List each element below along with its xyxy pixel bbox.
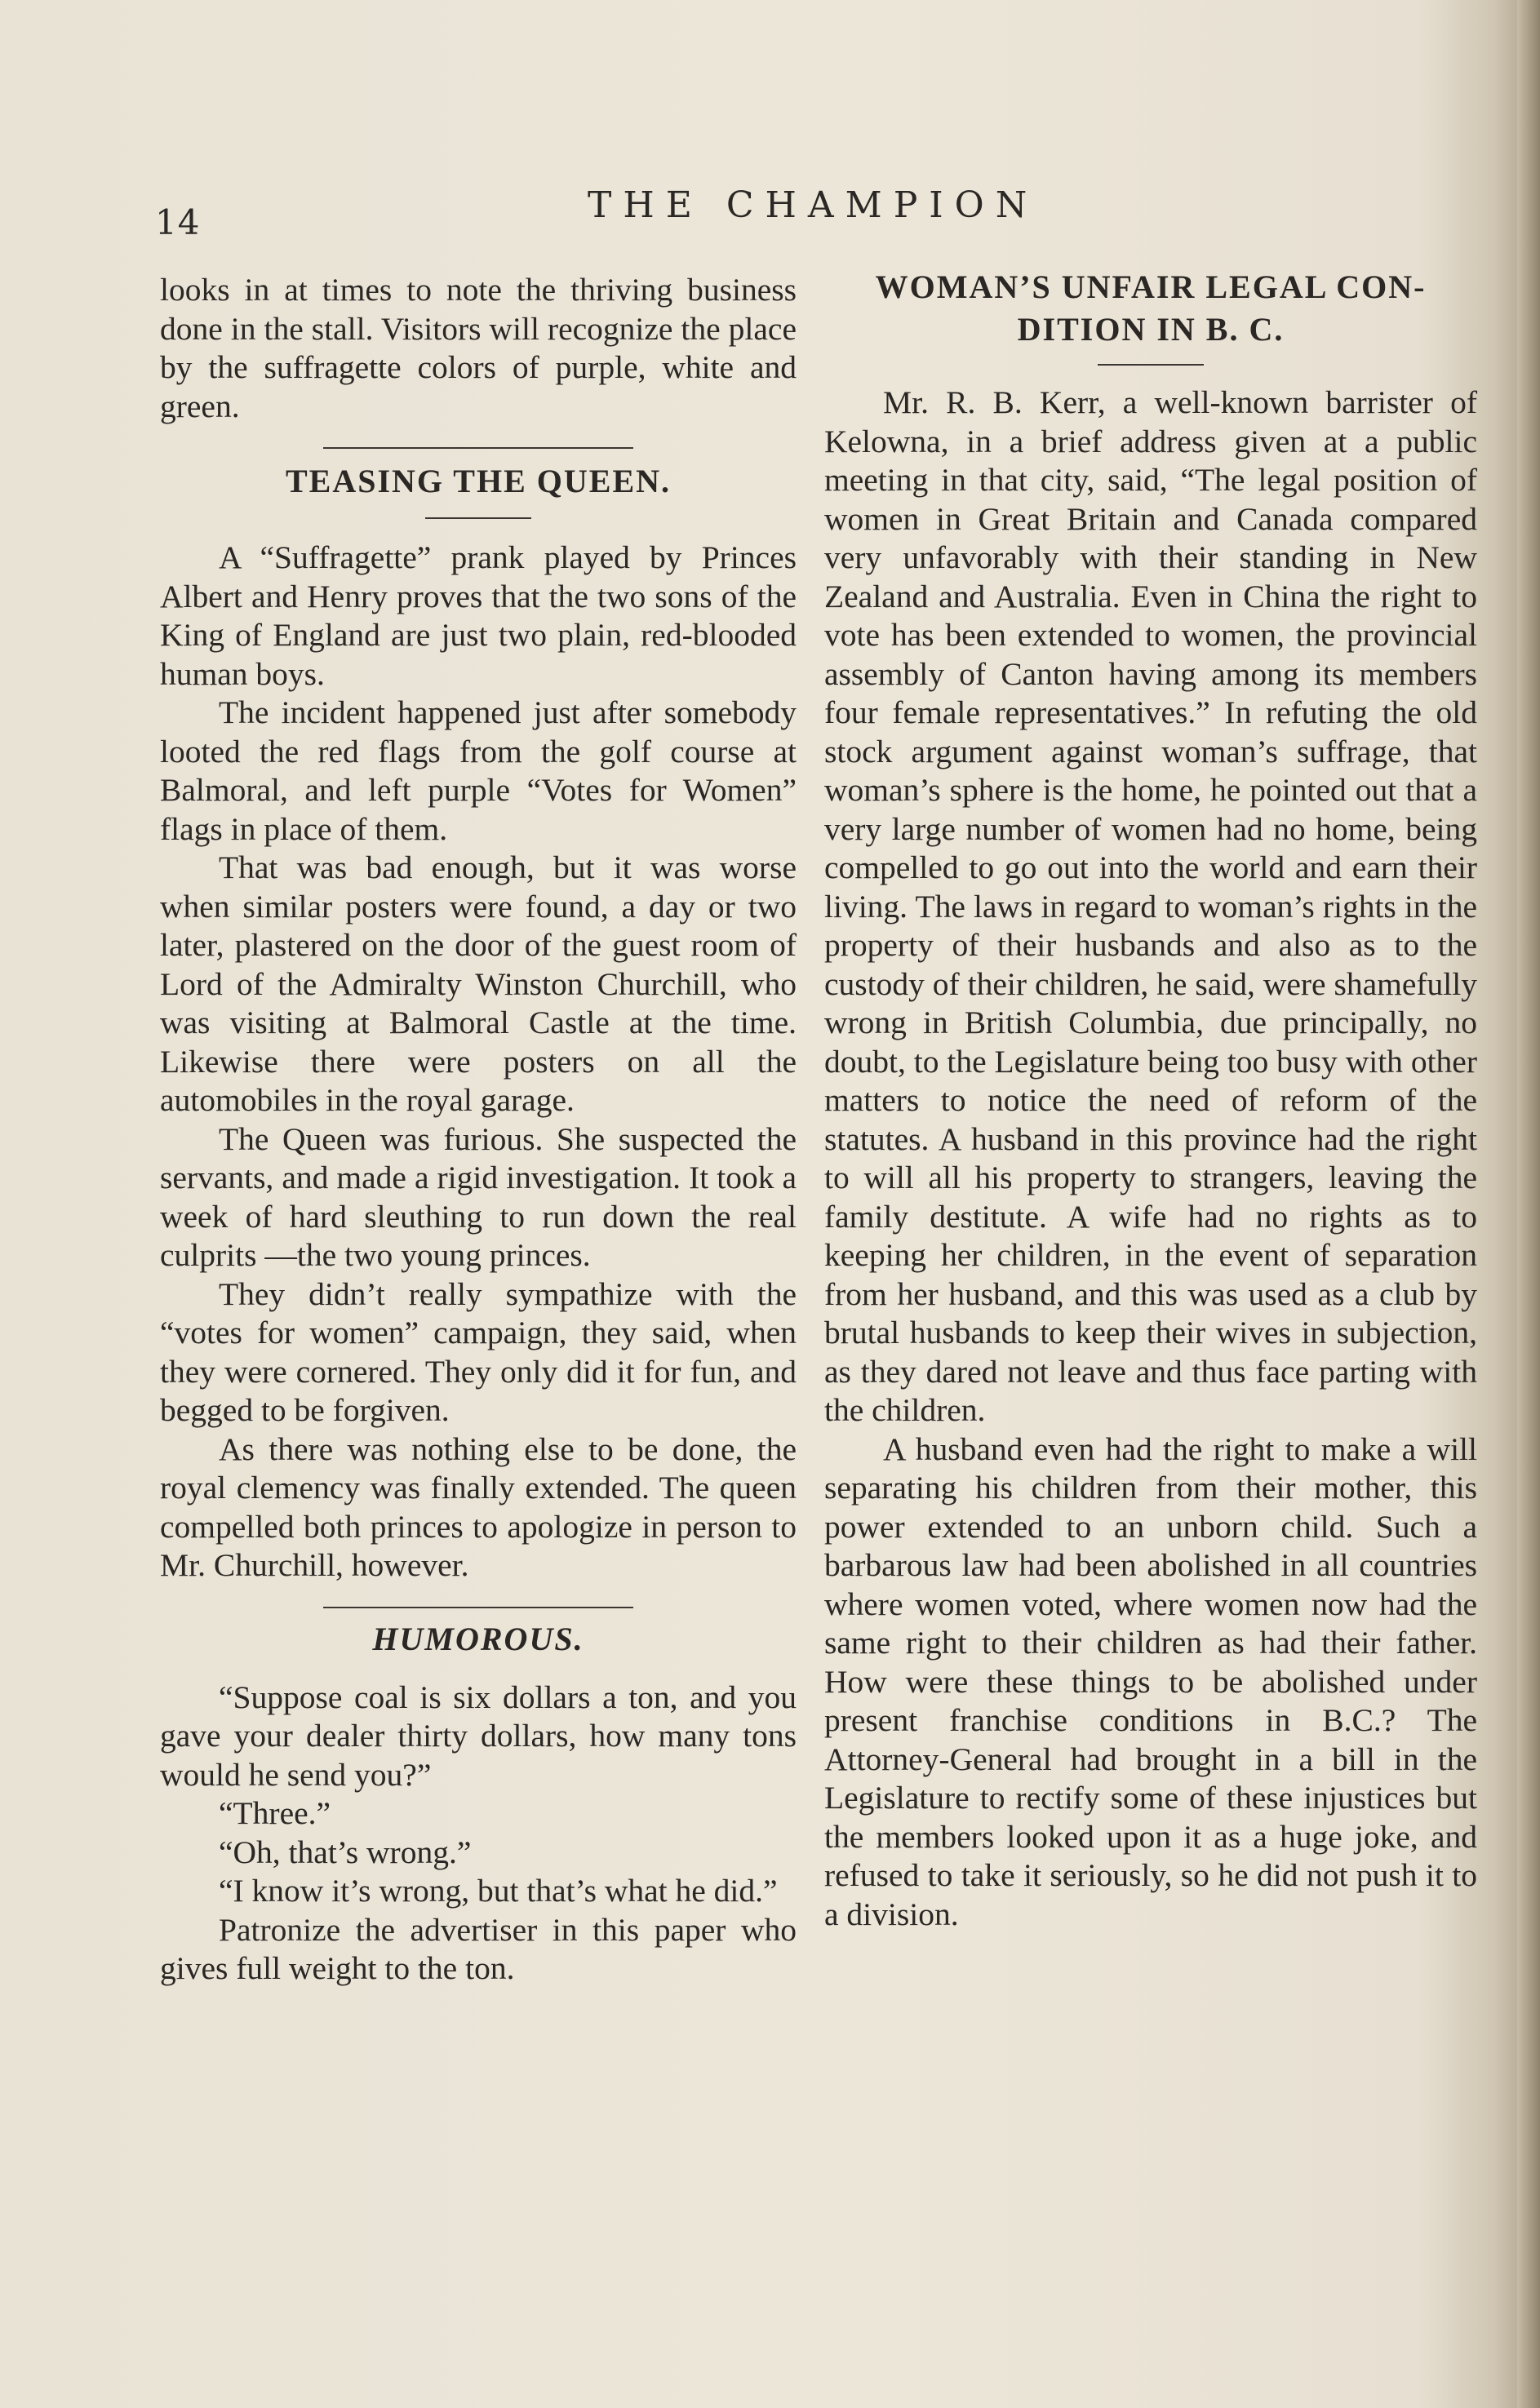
- article-paragraph: The incident happened just after somebody looted the red flags from the golf course at Balmoral, and left purple “Votes for Women” flags in place of them.: [160, 694, 797, 847]
- headline-rule: [425, 517, 531, 519]
- article-paragraph: The Queen was furious. She suspected the servants, and made a rigid investigation. It took a week of hard sleuthing to run down the real culprits —the two young princes.: [160, 1120, 797, 1273]
- article-paragraph: “I know it’s wrong, but that’s what he did.”: [219, 1873, 778, 1909]
- publication-title: THE CHAMPION: [588, 184, 1039, 226]
- article-paragraph: A husband even had the right to make a will separating his children from their mother, this power extended to an unborn child. Such a barbarous law had been abolished in all countries where women voted, where women now had the same right to their children as had their father. How were these things to be abolished under present franchise conditions in B.C.? The Attorney-General had brought in a bill in the Legislature to rectify some of these injustices but the members looked upon it as a huge joke, and refused to take it seriously, so he did not push it to a division.: [824, 1430, 1477, 1932]
- article-headline-line-1: WOMAN’S UNFAIR LEGAL CON-: [875, 268, 1427, 305]
- page-number: 14: [155, 202, 201, 242]
- article-paragraph: “Oh, that’s wrong.”: [219, 1834, 472, 1870]
- continued-paragraph: looks in at times to note the thriving business done in the stall. Visitors will recognize the place by the suffragette colors of purple, white and green.: [160, 272, 797, 424]
- left-column: [160, 271, 797, 1989]
- headline-rule: [1098, 364, 1204, 366]
- article-paragraph: They didn’t really sympathize with the “votes for women” campaign, they said, when they were cornered. They only did it for fun, and begged to be forgiven.: [160, 1275, 797, 1428]
- article-paragraph: As there was nothing else to be done, the royal clemency was finally extended. The queen compelled both princes to apologize in person to Mr. Churchill, however.: [160, 1430, 797, 1583]
- section-divider: [323, 1607, 633, 1608]
- article-body-legal-condition: [824, 384, 1477, 1934]
- article-paragraph: “Three.”: [219, 1795, 331, 1831]
- article-paragraph: That was bad enough, but it was worse when similar posters were found, a day or two later, plastered on the door of the guest room of Lord of the Admiralty Winston Churchill, who was visiting at Balmoral Castle at the time. Likewise there were posters on all the automobiles in the royal garage.: [160, 849, 797, 1118]
- article-paragraph: Patronize the advertiser in this paper who gives full weight to the ton.: [160, 1911, 797, 1986]
- article-paragraph: “Suppose coal is six dollars a ton, and you gave your dealer thirty dollars, how many tons would he send you?”: [160, 1679, 797, 1793]
- page-header: [155, 184, 1493, 250]
- article-headline-line-2: DITION IN B. C.: [1017, 311, 1285, 348]
- article-paragraph: Mr. R. B. Kerr, a well-known barrister of Kelowna, in a brief address given at a public meeting in that city, said, “The legal position of women in Great Britain and Canada compared very unfavorably with their standing in New Zealand and Australia. Even in China the right to vote has been extended to women, the provincial assembly of Canton having among its members four female representatives.” In refuting the old stock argument against woman’s suffrage, that woman’s sphere is the home, he pointed out that a very large number of women had no home, being compelled to go out into the world and earn their living. The laws in regard to woman’s rights in the property of their husbands and also as to the custody of their children, he said, were shamefully wrong in British Columbia, due principally, no doubt, to the Legislature being too busy with other matters to notice the need of reform of the statutes. A husband in this province had the right to will all his property to strangers, leaving the family destitute. A wife had no rights as to keeping her children, in the event of separation from her husband, and this was used as a club by brutal husbands to keep their wives in subjection, as they dared not leave and thus face parting with the children.: [824, 384, 1477, 1428]
- article-body-teasing-the-queen: [160, 539, 797, 1585]
- right-column: [824, 266, 1477, 1934]
- section-divider: [323, 447, 633, 449]
- article-headline-humorous: HUMOROUS.: [372, 1620, 584, 1657]
- page-edge-shadow: [1517, 0, 1540, 2408]
- article-headline-teasing-the-queen: TEASING THE QUEEN.: [285, 463, 672, 499]
- article-paragraph: A “Suffragette” prank played by Princes Albert and Henry proves that the two sons of the King of England are just two plain, red-blooded human boys.: [160, 539, 797, 692]
- article-body-humorous: [160, 1679, 797, 1989]
